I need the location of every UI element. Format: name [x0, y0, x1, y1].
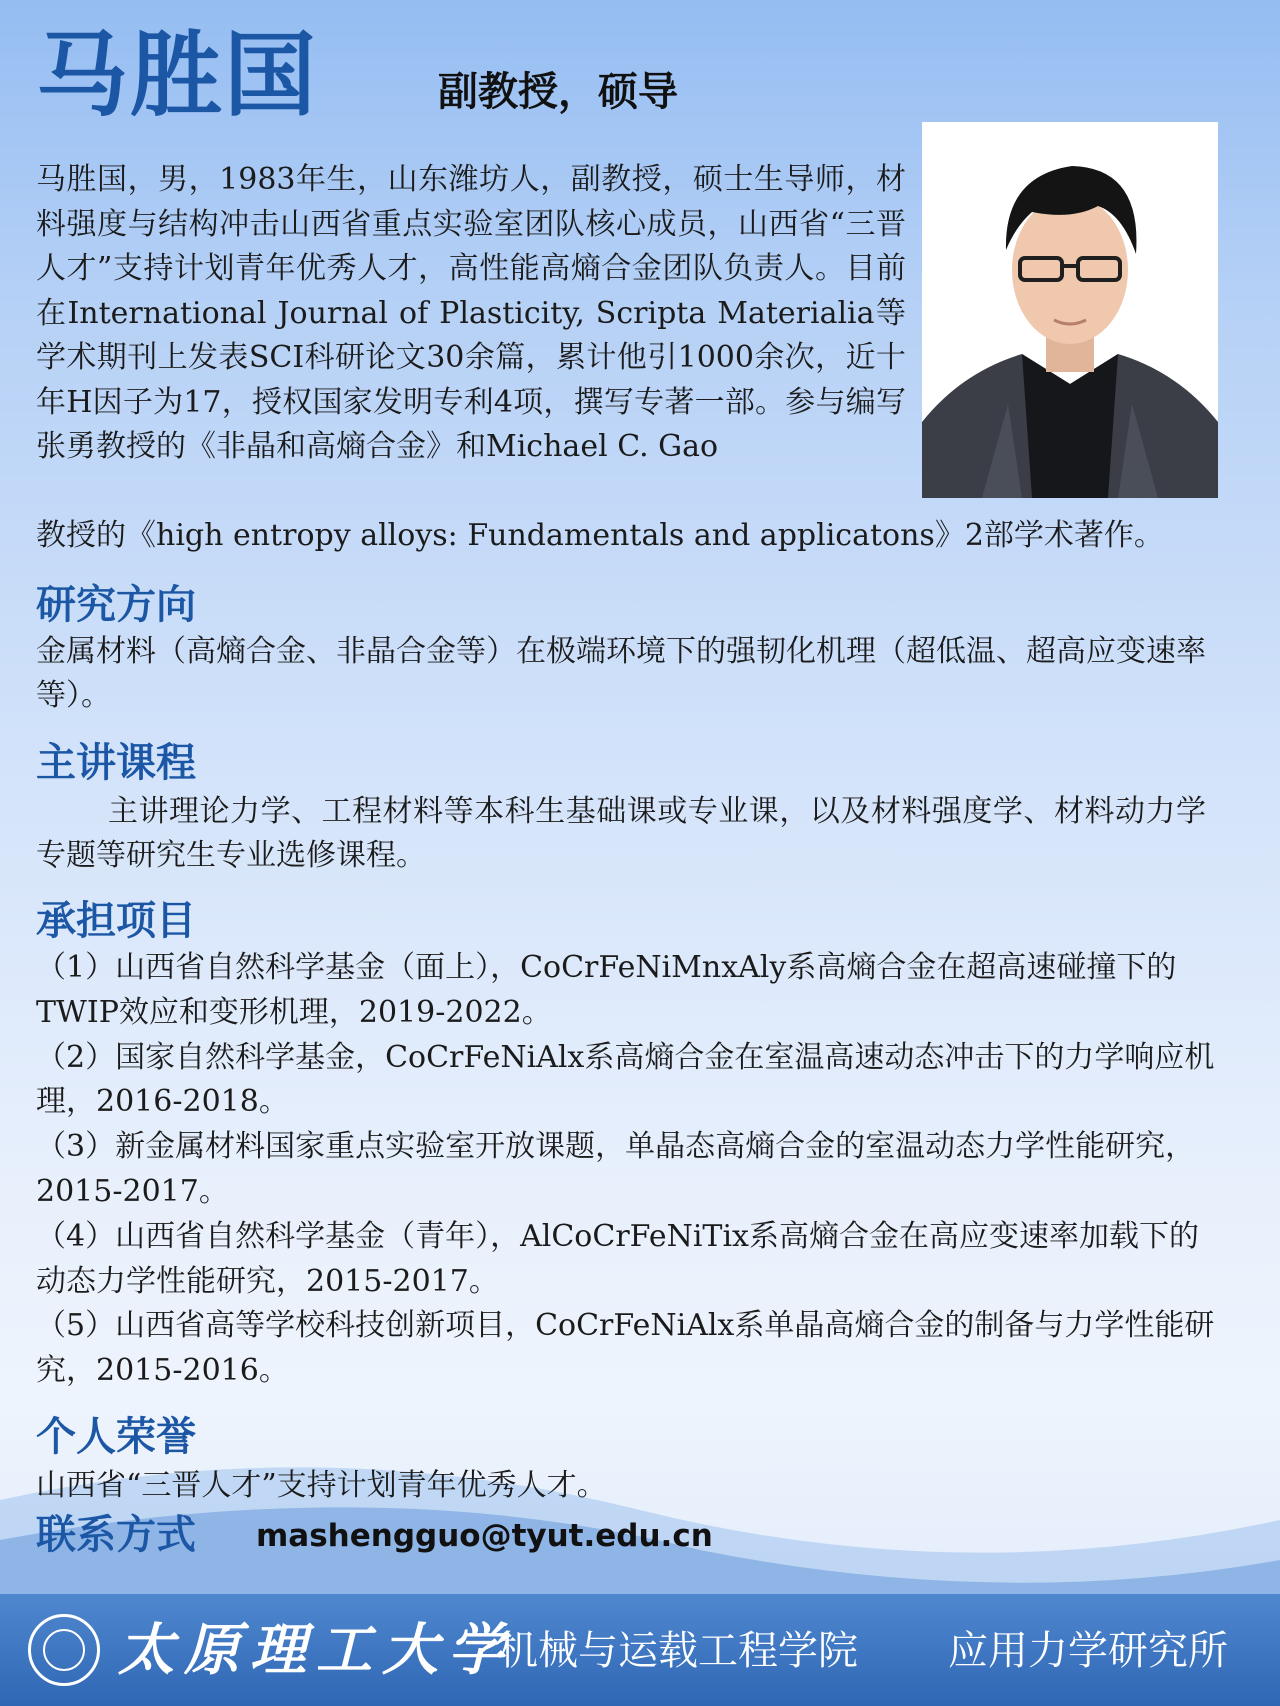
- contact-heading: 联系方式: [36, 1512, 196, 1558]
- portrait-photo: [922, 122, 1218, 498]
- research-heading: 研究方向: [36, 582, 196, 628]
- honors-heading: 个人荣誉: [36, 1414, 196, 1460]
- person-name: 马胜国: [36, 22, 319, 129]
- project-item-1: （1）山西省自然科学基金（面上），CoCrFeNiMnxAly系高熵合金在超高速碰撞下的TWIP效应和变形机理，2019-2022。: [36, 950, 1177, 1030]
- projects-list: [36, 946, 1216, 1394]
- courses-heading: 主讲课程: [36, 740, 196, 786]
- courses-text: 主讲理论力学、工程材料等本科生基础课或专业课，以及材料强度学、材料动力学专题等研究生专业选修课程。: [36, 794, 1206, 873]
- honors-text: 山西省“三晋人才”支持计划青年优秀人才。: [36, 1468, 607, 1503]
- project-item-5: （5）山西省高等学校科技创新项目，CoCrFeNiAlx系单晶高熵合金的制备与力学性能研究，2015-2016。: [36, 1308, 1215, 1389]
- university-name: 太原理工大学: [118, 1617, 514, 1683]
- project-item-3: （3）新金属材料国家重点实验室开放课题，单晶态高熵合金的室温动态力学性能研究，2015-2017。: [36, 1129, 1196, 1209]
- portrait-illustration: [922, 122, 1218, 498]
- footer-bar: [0, 1594, 1280, 1706]
- contact-email[interactable]: mashengguo@tyut.edu.cn: [256, 1518, 713, 1554]
- bio-text: 马胜国，男，1983年生，山东潍坊人，副教授，硕士生导师，材料强度与结构冲击山西省重点实验室团队核心成员，山西省“三晋人才”支持计划青年优秀人才，高性能高熵合金团队负责人。目前在International Journal of Plasticity, Scripta Materialia等学术期刊上发表SCI科研论文30余篇，累计他引1000余次，近十年H因子为17，授权国家发明专利4项，撰写专著一部。参与编写张勇教授的《非晶和高熵合金》和Michael C. Gao: [36, 162, 906, 464]
- project-item-4: （4）山西省自然科学基金（青年），AlCoCrFeNiTix系高熵合金在高应变速率加载下的动态力学性能研究，2015-2017。: [36, 1218, 1199, 1299]
- bio-text-tail: 教授的《high entropy alloys: Fundamentals and applicatons》2部学术著作。: [36, 518, 1164, 553]
- position-title: 副教授，硕导: [438, 69, 678, 115]
- college-name: 机械与运载工程学院: [498, 1628, 858, 1674]
- project-item-2: （2）国家自然科学基金，CoCrFeNiAlx系高熵合金在室温高速动态冲击下的力学响应机理，2016-2018。: [36, 1039, 1215, 1120]
- institute-name: 应用力学研究所: [948, 1628, 1228, 1674]
- university-seal-icon: [28, 1614, 100, 1686]
- projects-heading: 承担项目: [36, 898, 196, 944]
- research-text: 金属材料（高熵合金、非晶合金等）在极端环境下的强韧化机理（超低温、超高应变速率等）。: [36, 634, 1206, 713]
